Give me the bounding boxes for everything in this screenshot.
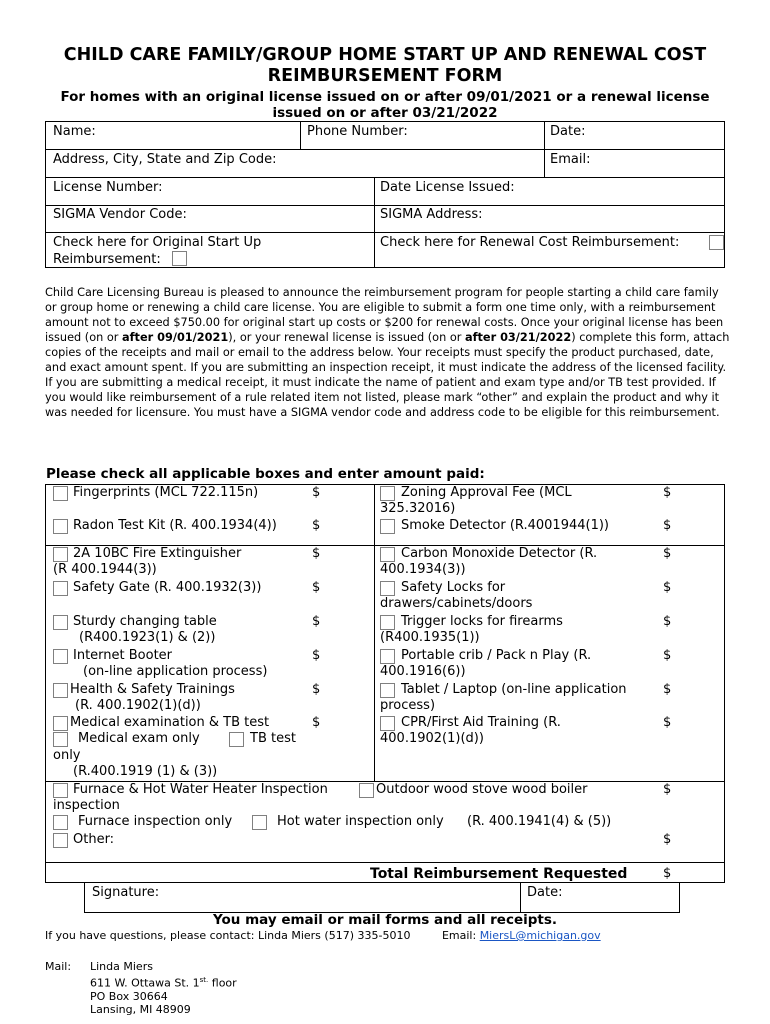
checklist-row-divider bbox=[45, 862, 725, 863]
zoning-label-1: Zoning Approval Fee (MCL bbox=[401, 485, 572, 500]
mail-street bbox=[90, 974, 237, 990]
cpr-amount[interactable]: $ bbox=[663, 715, 672, 730]
fingerprints-checkbox[interactable] bbox=[53, 486, 68, 501]
portable-crib-label-1: Portable crib / Pack n Play (R. bbox=[401, 648, 592, 663]
tablet-laptop-amount[interactable]: $ bbox=[663, 682, 672, 697]
info-row-divider bbox=[45, 149, 725, 150]
info-col-divider bbox=[300, 121, 301, 149]
co-detector-checkbox[interactable] bbox=[380, 547, 395, 562]
outdoor-boiler-label: Outdoor wood stove wood boiler bbox=[376, 782, 588, 797]
extinguisher-amount[interactable]: $ bbox=[312, 546, 321, 561]
zoning-amount[interactable]: $ bbox=[663, 485, 672, 500]
zoning-checkbox[interactable] bbox=[380, 486, 395, 501]
co-detector-label-2: 400.1934(3)) bbox=[380, 562, 466, 577]
medical-amount[interactable]: $ bbox=[312, 715, 321, 730]
tb-test-label: TB test bbox=[250, 731, 296, 746]
subtitle-line-1: For homes with an original license issued on or after 09/01/2021 or a renewal license bbox=[60, 89, 710, 105]
date-field-label[interactable]: Date: bbox=[550, 124, 586, 139]
total-amount[interactable]: $ bbox=[663, 866, 672, 881]
smoke-detector-checkbox[interactable] bbox=[380, 519, 395, 534]
cpr-label-1: CPR/First Aid Training (R. bbox=[401, 715, 561, 730]
mail-city: Lansing, MI 48909 bbox=[90, 1003, 191, 1017]
changing-table-amount[interactable]: $ bbox=[312, 614, 321, 629]
portable-crib-checkbox[interactable] bbox=[380, 649, 395, 664]
cpr-label-2: 400.1902(1)(d)) bbox=[380, 731, 484, 746]
inspection-amount[interactable]: $ bbox=[663, 782, 672, 797]
intro-text-3: ) complete this form, attach copies of the receipts and mail or email to the address below. Your receipts must specify the product purchased, date, and exact amount spent. If you are submitting an inspection receipt, it must indicate the address of the licensed facility. If you are submitting a medical receipt, it must indicate the name of patient and exam type and/or TB test provided. If you would like reimbursement of a rule related item not listed, please mark “other” and explain the product and why it was needed for licensure. You must have a SIGMA vendor code and address code to be eligible for this reimbursement. bbox=[45, 331, 730, 419]
form-subtitle bbox=[40, 89, 730, 121]
internet-booter-label-2: (on-line application process) bbox=[83, 664, 268, 679]
info-row-divider bbox=[45, 177, 725, 178]
trigger-locks-amount[interactable]: $ bbox=[663, 614, 672, 629]
mail-street-text: 611 W. Ottawa St. 1 bbox=[90, 976, 200, 990]
furnace-only-checkbox[interactable] bbox=[53, 815, 68, 830]
contact-line bbox=[45, 929, 601, 943]
original-startup-checkbox[interactable] bbox=[172, 251, 187, 266]
tablet-laptop-label-1: Tablet / Laptop (on-line application bbox=[401, 682, 627, 697]
other-amount[interactable]: $ bbox=[663, 832, 672, 847]
mail-note: You may email or mail forms and all receipts. bbox=[212, 912, 558, 928]
tablet-laptop-checkbox[interactable] bbox=[380, 683, 395, 698]
title-line-2: REIMBURSEMENT FORM bbox=[267, 66, 503, 86]
outdoor-boiler-checkbox[interactable] bbox=[359, 783, 374, 798]
checklist-center-divider bbox=[374, 484, 375, 782]
info-col-divider bbox=[544, 121, 545, 177]
medical-rule-label: (R.400.1919 (1) & (3)) bbox=[73, 764, 218, 779]
license-number-field-label[interactable]: License Number: bbox=[53, 180, 163, 195]
trainings-label-1: Health & Safety Trainings bbox=[70, 682, 235, 697]
original-startup-label-2: Reimbursement: bbox=[53, 252, 161, 267]
radon-checkbox[interactable] bbox=[53, 519, 68, 534]
trainings-label-2: (R. 400.1902(1)(d)) bbox=[75, 698, 201, 713]
date-license-issued-field-label[interactable]: Date License Issued: bbox=[380, 180, 515, 195]
changing-table-checkbox[interactable] bbox=[53, 615, 68, 630]
medical-exam-only-label: Medical exam only bbox=[78, 731, 200, 746]
changing-table-label-1: Sturdy changing table bbox=[73, 614, 217, 629]
hot-water-only-label: Hot water inspection only bbox=[277, 814, 444, 829]
medical-label-1: Medical examination & TB test bbox=[70, 715, 270, 730]
trigger-locks-checkbox[interactable] bbox=[380, 615, 395, 630]
internet-booter-checkbox[interactable] bbox=[53, 649, 68, 664]
inspection-rule-label: (R. 400.1941(4) & (5)) bbox=[467, 814, 612, 829]
subtitle-line-2: issued on or after 03/21/2022 bbox=[272, 105, 498, 121]
internet-booter-amount[interactable]: $ bbox=[312, 648, 321, 663]
cpr-checkbox[interactable] bbox=[380, 716, 395, 731]
signature-field-label[interactable]: Signature: bbox=[92, 885, 160, 900]
radon-amount[interactable]: $ bbox=[312, 518, 321, 533]
tb-test-checkbox[interactable] bbox=[229, 732, 244, 747]
safety-locks-checkbox[interactable] bbox=[380, 581, 395, 596]
tablet-laptop-label-2: process) bbox=[380, 698, 436, 713]
furnace-inspection-label-1: Furnace & Hot Water Heater Inspection bbox=[73, 782, 328, 797]
safety-locks-label-1: Safety Locks for bbox=[401, 580, 506, 595]
mail-label: Mail: bbox=[45, 960, 72, 973]
address-field-label[interactable]: Address, City, State and Zip Code: bbox=[53, 152, 277, 167]
safety-gate-label: Safety Gate (R. 400.1932(3)) bbox=[73, 580, 262, 595]
trainings-checkbox[interactable] bbox=[53, 683, 68, 698]
intro-text-2: ), or your renewal license is issued (on or bbox=[228, 331, 465, 344]
medical-only-label: only bbox=[53, 748, 81, 763]
renewal-cost-checkbox[interactable] bbox=[709, 235, 724, 250]
portable-crib-amount[interactable]: $ bbox=[663, 648, 672, 663]
extinguisher-checkbox[interactable] bbox=[53, 547, 68, 562]
internet-booter-label-1: Internet Booter bbox=[73, 648, 173, 663]
signature-box-right bbox=[679, 883, 680, 913]
intro-bold-date-1: after 09/01/2021 bbox=[122, 331, 229, 344]
furnace-inspection-checkbox[interactable] bbox=[53, 783, 68, 798]
mail-street-sup: st. bbox=[199, 975, 209, 984]
other-checkbox[interactable] bbox=[53, 833, 68, 848]
checklist-heading: Please check all applicable boxes and enter amount paid: bbox=[46, 466, 485, 482]
co-detector-amount[interactable]: $ bbox=[663, 546, 672, 561]
smoke-detector-label: Smoke Detector (R.4001944(1)) bbox=[401, 518, 609, 533]
original-startup-label-1: Check here for Original Start Up bbox=[53, 235, 262, 250]
medical-exam-only-checkbox[interactable] bbox=[53, 732, 68, 747]
title-line-1: CHILD CARE FAMILY/GROUP HOME START UP AND RENEWAL COST bbox=[63, 45, 707, 65]
email-field-label[interactable]: Email: bbox=[550, 152, 591, 167]
furnace-only-label: Furnace inspection only bbox=[78, 814, 233, 829]
zoning-label-2: 325.32016) bbox=[380, 501, 456, 516]
name-field-label[interactable]: Name: bbox=[53, 124, 96, 139]
safety-gate-checkbox[interactable] bbox=[53, 581, 68, 596]
intro-bold-date-2: after 03/21/2022 bbox=[464, 331, 572, 344]
hot-water-only-checkbox[interactable] bbox=[252, 815, 267, 830]
mail-address bbox=[90, 960, 237, 1017]
form-title bbox=[40, 45, 730, 87]
signature-date-field-label[interactable]: Date: bbox=[527, 885, 563, 900]
safety-gate-amount[interactable]: $ bbox=[312, 580, 321, 595]
sigma-address-field-label[interactable]: SIGMA Address: bbox=[380, 207, 483, 222]
signature-box-left bbox=[84, 883, 85, 913]
trainings-amount[interactable]: $ bbox=[312, 682, 321, 697]
portable-crib-label-2: 400.1916(6)) bbox=[380, 664, 466, 679]
signature-date-divider bbox=[520, 883, 521, 913]
changing-table-label-2: (R400.1923(1) & (2)) bbox=[79, 630, 216, 645]
safety-locks-amount[interactable]: $ bbox=[663, 580, 672, 595]
info-row-divider bbox=[45, 205, 725, 206]
questions-text: If you have questions, please contact: Linda Miers (517) 335-5010 bbox=[45, 929, 411, 942]
total-reimbursement-label: Total Reimbursement Requested bbox=[370, 866, 628, 882]
medical-checkbox[interactable] bbox=[53, 716, 68, 731]
email-link[interactable]: MiersL@michigan.gov bbox=[479, 929, 601, 942]
mail-po-box: PO Box 30664 bbox=[90, 989, 168, 1003]
radon-label: Radon Test Kit (R. 400.1934(4)) bbox=[73, 518, 277, 533]
smoke-detector-amount[interactable]: $ bbox=[663, 518, 672, 533]
trigger-locks-label-1: Trigger locks for firearms bbox=[401, 614, 563, 629]
extinguisher-label-1: 2A 10BC Fire Extinguisher bbox=[73, 546, 242, 561]
email-label: Email: bbox=[441, 929, 477, 942]
sigma-vendor-code-field-label[interactable]: SIGMA Vendor Code: bbox=[53, 207, 187, 222]
info-row-divider bbox=[45, 232, 725, 233]
intro-text-1: Child Care Licensing Bureau is pleased to announce the reimbursement program for people starting a child care family or group home or renewing a child care license. You are eligible to submit a form one time only, with a reimbursement amount not to exceed $750.00 for original start up costs or $200 for renewal costs. Once your original license has been issued (on or bbox=[45, 286, 724, 344]
intro-paragraph bbox=[45, 285, 730, 420]
renewal-cost-label: Check here for Renewal Cost Reimbursement: bbox=[380, 235, 680, 250]
info-col-divider bbox=[374, 177, 375, 268]
mail-recipient: Linda Miers bbox=[90, 960, 153, 973]
other-label: Other: bbox=[73, 832, 115, 847]
extinguisher-label-2: (R 400.1944(3)) bbox=[53, 562, 157, 577]
phone-field-label[interactable]: Phone Number: bbox=[307, 124, 408, 139]
mail-street-floor: floor bbox=[208, 976, 237, 990]
safety-locks-label-2: drawers/cabinets/doors bbox=[380, 596, 533, 611]
furnace-inspection-label-2: inspection bbox=[53, 798, 120, 813]
co-detector-label-1: Carbon Monoxide Detector (R. bbox=[401, 546, 598, 561]
fingerprints-amount[interactable]: $ bbox=[312, 485, 321, 500]
fingerprints-label: Fingerprints (MCL 722.115n) bbox=[73, 485, 259, 500]
trigger-locks-label-2: (R400.1935(1)) bbox=[380, 630, 480, 645]
